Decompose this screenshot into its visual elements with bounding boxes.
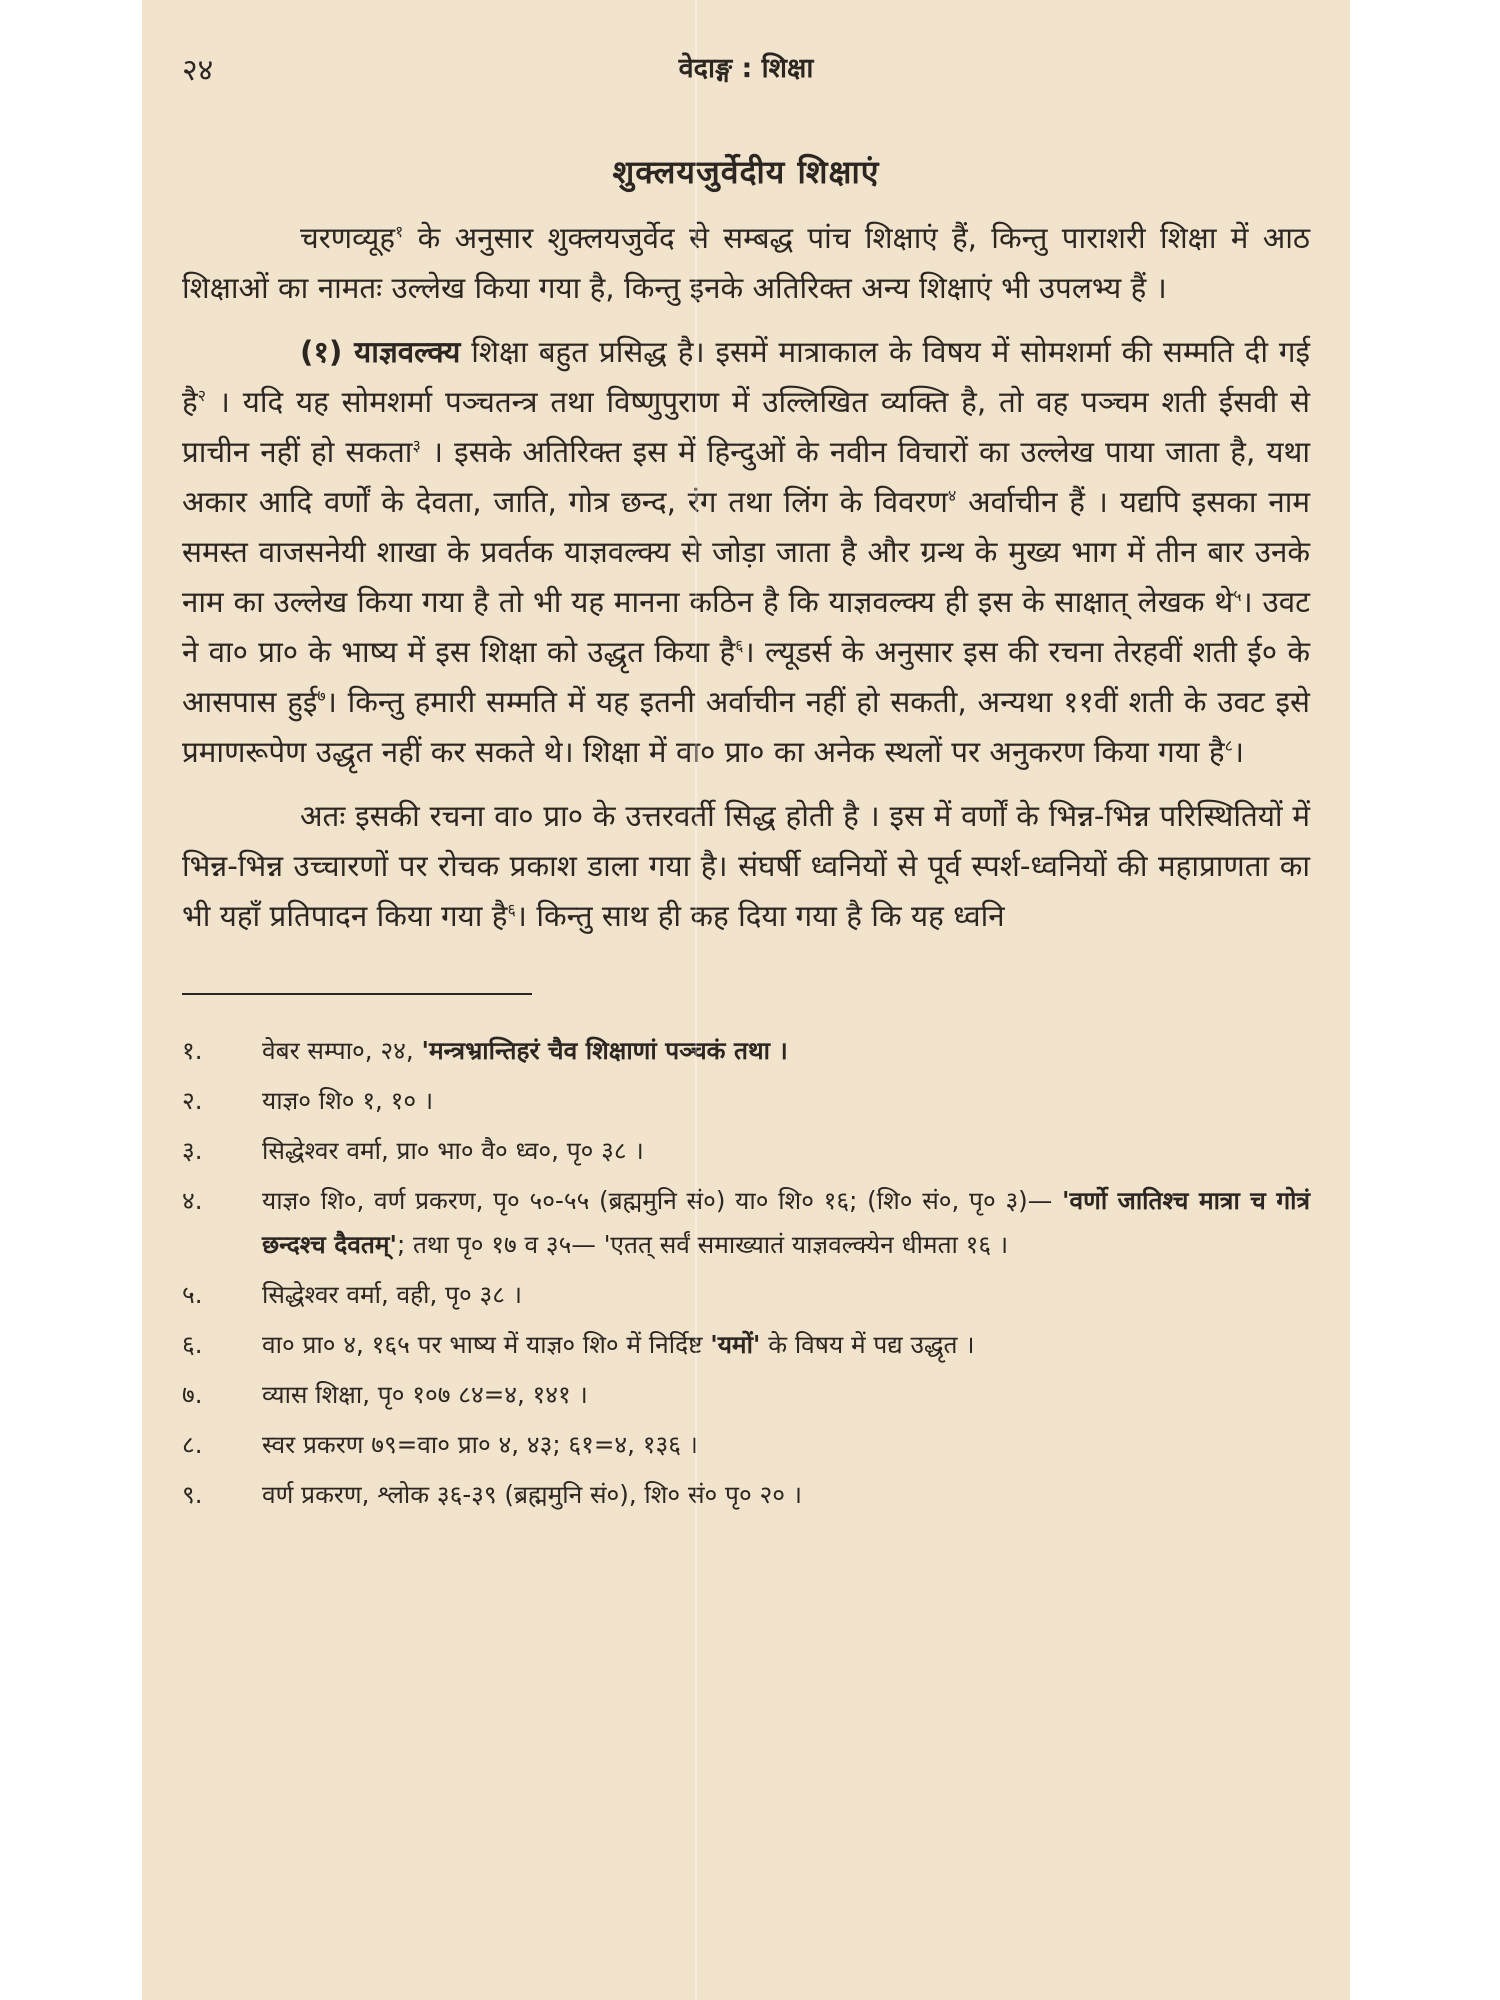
running-title: वेदाङ्ग : शिक्षा — [678, 53, 814, 84]
footnote-ref: ५ — [1233, 586, 1242, 606]
footnote-ref: ६ — [735, 636, 744, 656]
footnote-ref: ३ — [412, 436, 421, 456]
footnote-item: ८. स्वर प्रकरण ७९=वा० प्रा० ४, ४३; ६१=४, १३६ । — [182, 1430, 699, 1459]
footnote-item: ६. वा० प्रा० ४, १६५ पर भाष्य में याज्ञ० शि० में निर्दिष्ट 'यमों' के विषय में पद्य उद्धृत । — [182, 1330, 975, 1359]
footnote-divider — [182, 993, 532, 995]
paragraph-1: चरणव्यूह$^१$ के अनुसार शुक्लयजुर्वेद से सम्बद्ध पांच शिक्षाएं हैं, किन्तु पाराशरी शिक्षा में आठ शिक्षाओं का नामतः उल्लेख किया गया है, किन्तु इनके अतिरिक्त अन्य शिक्षाएं भी उपलभ्य हैं । — [182, 221, 1310, 305]
footnote-ref: ६ — [507, 900, 516, 920]
paragraph-2: (१) याज्ञवल्क्य शिक्षा बहुत प्रसिद्ध है। इसमें मात्राकाल के विषय में सोमशर्मा की सम्मति दी गई है$^२$ । यदि यह सोमशर्मा पञ्चतन्त्र तथा विष्णुपुराण में उल्लिखित व्यक्ति है, तो वह पञ्चम शती ईसवी से प्राचीन नहीं हो सकता$^३$ । इसके अतिरिक्त इस में हिन्दुओं के नवीन विचारों का उल्लेख पाया जाता है, यथा अकार आदि वर्णों के देवता, जाति, गोत्र छन्द, रंग तथा लिंग के विवरण$^४$ अर्वाचीन हैं । यद्यपि इसका नाम समस्त वाजसनेयी शाखा के प्रवर्तक याज्ञवल्क्य से जोड़ा जाता है और ग्रन्थ के मुख्य भाग में तीन बार उनके नाम का उल्लेख किया गया है तो भी यह मानना कठिन है कि याज्ञवल्क्य ही इस के साक्षात् लेखक थे$^५$। उवट ने वा० प्रा० के भाष्य में इस शिक्षा को उद्धृत किया है$^६$। ल्यूडर्स के अनुसार इस की रचना तेरहवीं शती ई० के आसपास हुई$^७$। किन्तु हमारी सम्मति में यह इतनी अर्वाचीन नहीं हो सकती, अन्यथा ११वीं शती के उवट इसे प्रमाणरूपेण उद्धृत नहीं कर सकते थे। शिक्षा में वा० प्रा० का अनेक स्थलों पर अनुकरण किया गया है$^८$। — [182, 335, 1311, 769]
footnote-item: ९. वर्ण प्रकरण, श्लोक ३६-३९ (ब्रह्ममुनि सं०), शि० सं० पृ० २० । — [182, 1480, 803, 1509]
page-number: २४ — [182, 53, 214, 88]
page-fold-crease — [695, 0, 697, 2000]
footnote-ref: ८ — [1224, 736, 1233, 756]
footnote-ref: २ — [197, 386, 206, 406]
footnote-item: ५. सिद्धेश्वर वर्मा, वही, पृ० ३८ । — [182, 1280, 523, 1309]
running-head — [182, 48, 1310, 88]
book-page — [142, 0, 1350, 2000]
section-heading: शुक्लयजुर्वेदीय शिक्षाएं — [612, 153, 880, 191]
yajnavalkya-lead: (१) याज्ञवल्क्य — [300, 335, 461, 369]
paragraph-3: अतः इसकी रचना वा० प्रा० के उत्तरवर्ती सिद्ध होती है । इस में वर्णों के भिन्न-भिन्न परिस्थितियों में भिन्न-भिन्न उच्चारणों पर रोचक प्रकाश डाला गया है। संघर्षी ध्वनियों से पूर्व स्पर्श-ध्वनियों की महाप्राणता का भी यहाँ प्रतिपादन किया गया है$^६$। किन्तु साथ ही कह दिया गया है कि यह ध्वनि — [182, 799, 1310, 933]
footnote-ref: १ — [395, 222, 404, 242]
footnote-ref: ४ — [947, 486, 957, 506]
footnote-item: १. वेबर सम्पा०, २४, 'मन्त्रभ्रान्तिहरं चैव शिक्षाणां पञ्चकं तथा । — [182, 1036, 788, 1065]
footnotes — [182, 1029, 1310, 1517]
footnote-item: ३. सिद्धेश्वर वर्मा, प्रा० भा० वै० ध्व०, पृ० ३८ । — [182, 1136, 644, 1165]
footnote-item: ७. व्यास शिक्षा, पृ० १०७ ८४=४, १४१ । — [182, 1380, 588, 1409]
footnote-ref: ७ — [317, 686, 326, 706]
footnote-item: २. याज्ञ० शि० १, १० । — [182, 1086, 434, 1115]
footnote-item: ४. याज्ञ० शि०, वर्ण प्रकरण, पृ० ५०-५५ (ब्रह्ममुनि सं०) या० शि० १६; (शि० सं०, पृ० ३)— 'वर्णो जातिश्च मात्रा च गोत्रं छन्दश्च दैवतम्'; तथा पृ० १७ व ३५— 'एतत् सर्वं समाख्यातं याज्ञवल्क्येन धीमता १६ । — [182, 1186, 1310, 1259]
